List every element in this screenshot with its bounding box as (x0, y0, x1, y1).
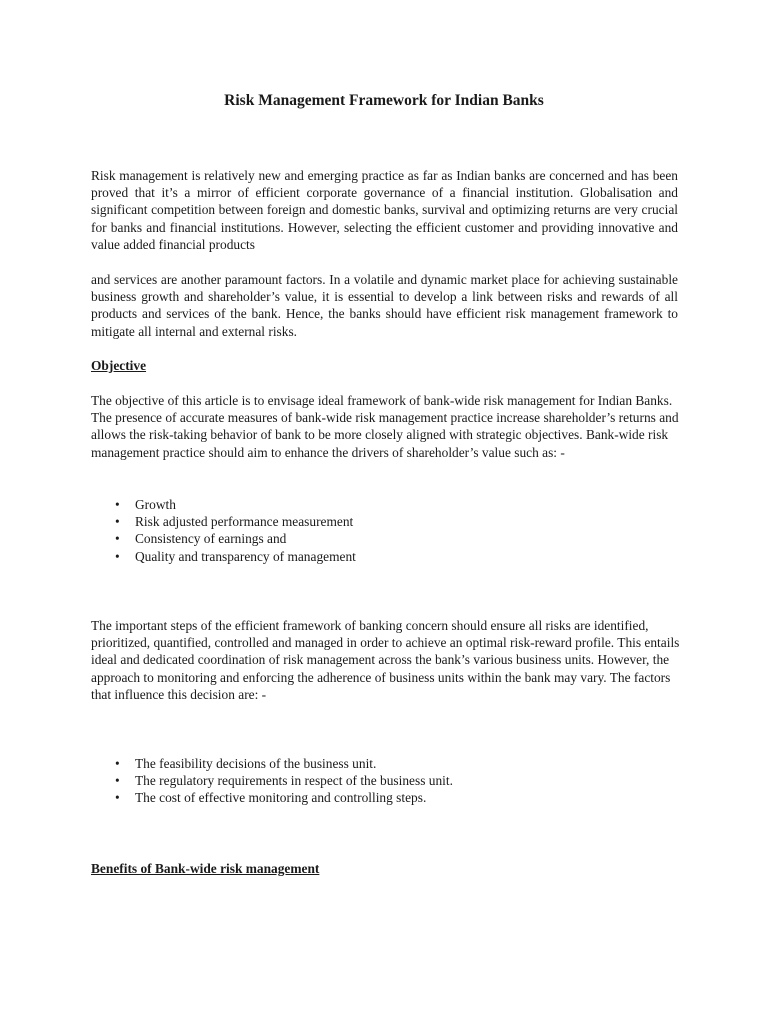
bullet-icon: • (115, 548, 120, 564)
objective-paragraph: The objective of this article is to envisage ideal framework of bank-wide risk management for Indian Banks. The presence of accurate measures of bank-wide risk management practice increase shareholder’s returns and allows the risk-taking behavior of bank to be more closely aligned with strategic objectives. Bank-wide risk management practice should aim to enhance the drivers of shareholder’s value such as: - (91, 393, 679, 460)
value-drivers-list (91, 496, 356, 565)
intro-paragraph-2: and services are another paramount factors. In a volatile and dynamic market place for achieving sustainable business growth and shareholder’s value, it is essential to develop a link between risks and rewards of all products and services of the bank. Hence, the banks should have efficient risk management framework to mitigate all internal and external risks. (91, 272, 678, 339)
list-item (91, 755, 453, 772)
list-item (91, 530, 356, 547)
bullet-icon: • (115, 756, 120, 771)
list-item (91, 513, 356, 530)
list-item-text: Growth (135, 497, 176, 512)
document-title: Risk Management Framework for Indian Banks (224, 92, 544, 109)
steps-paragraph: The important steps of the efficient framework of banking concern should ensure all risks are identified, prioritized, quantified, controlled and managed in order to achieve an optimal risk-reward profile. This entails ideal and dedicated coordination of risk management across the bank’s various business units. However, the approach to monitoring and enforcing the adherence of business units within the bank may vary. The factors that influence this decision are: - (91, 618, 680, 702)
bullet-icon: • (115, 497, 120, 512)
benefits-heading: Benefits of Bank-wide risk management (91, 861, 320, 876)
list-item-text: The cost of effective monitoring and controlling steps. (135, 790, 427, 806)
list-item-text: The regulatory requirements in respect of the business unit. (135, 773, 453, 789)
bullet-icon: • (115, 773, 120, 789)
list-item-text: The feasibility decisions of the business unit. (135, 756, 377, 771)
bullet-icon: • (115, 514, 120, 530)
list-item (91, 496, 356, 513)
intro-paragraph-1: Risk management is relatively new and emerging practice as far as Indian banks are concerned and has been proved that it’s a mirror of efficient corporate governance of a financial institution. Globalisation and significant competition between foreign and domestic banks, survival and optimizing returns are very crucial for banks and financial institutions. However, selecting the efficient customer and providing innovative and value added financial products (91, 168, 678, 252)
list-item-text: Risk adjusted performance measurement (135, 514, 354, 530)
bullet-icon: • (115, 531, 120, 547)
list-item-text: Consistency of earnings and (135, 531, 287, 547)
list-item (91, 772, 453, 789)
bullet-icon: • (115, 790, 120, 806)
list-item (91, 548, 356, 565)
factors-list (91, 755, 453, 807)
list-item (91, 789, 453, 806)
objective-heading: Objective (91, 358, 147, 373)
list-item-text: Quality and transparency of management (135, 548, 356, 564)
